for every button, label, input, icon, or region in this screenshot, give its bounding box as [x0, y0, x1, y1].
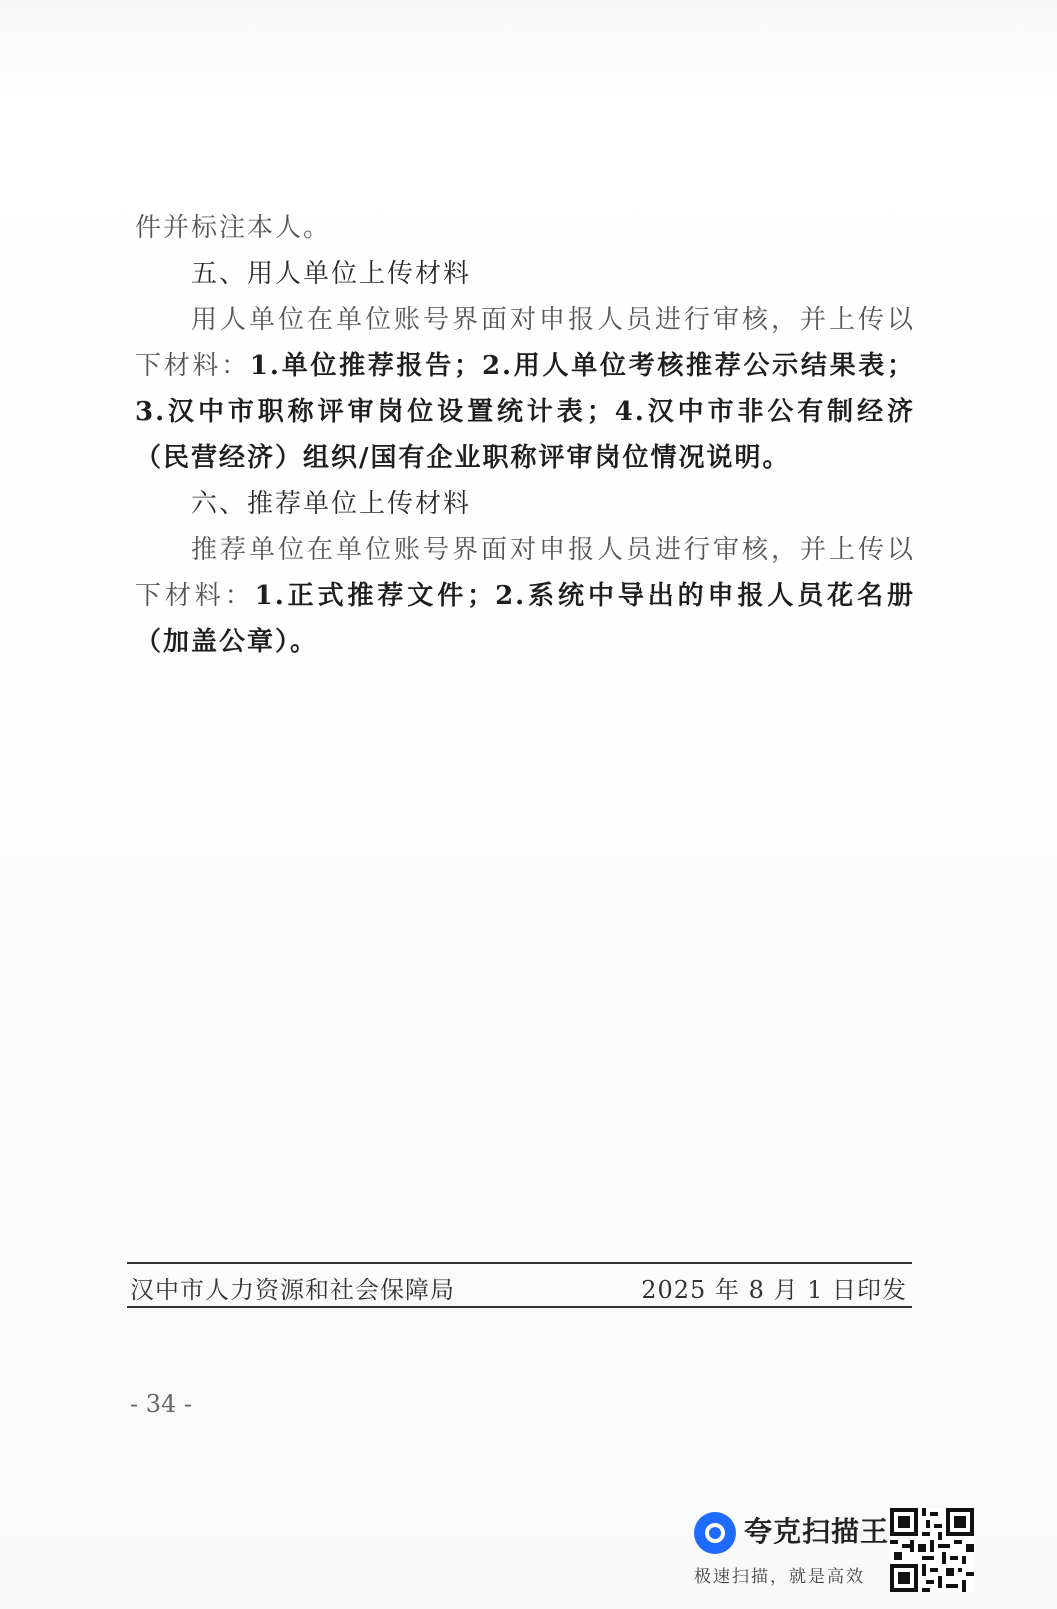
section-5-intro: 用人单位在单位账号界面对申报人员进行审核，并上传以下材料： [135, 305, 915, 381]
section-6-items: 1.正式推荐文件；2.系统中导出的申报人员花名册（加盖公章）。 [135, 581, 915, 657]
section-5-items: 1.单位推荐报告；2.用人单位考核推荐公示结果表；3.汉中市职称评审岗位设置统计表；4.汉中市非公有制经济（民营经济）组织/国有企业职称评审岗位情况说明。 [135, 351, 915, 473]
footer-rule-top [127, 1262, 912, 1264]
page-number: - 34 - [130, 1390, 193, 1418]
footer-rule-bottom [127, 1306, 912, 1308]
document-body [135, 205, 915, 665]
section-6-paragraph [135, 527, 915, 665]
scanner-watermark [690, 1508, 980, 1596]
watermark-slogan: 极速扫描，就是高效 [694, 1567, 865, 1587]
section-6-intro: 推荐单位在单位账号界面对申报人员进行审核，并上传以下材料： [135, 535, 915, 611]
continuation-line: 件并标注本人。 [135, 213, 332, 243]
qr-code-icon [890, 1508, 974, 1592]
watermark-brand: 夸克扫描王 [744, 1515, 890, 1548]
quark-logo-icon [694, 1512, 736, 1554]
section-6-heading: 六、推荐单位上传材料 [191, 489, 472, 519]
section-5-paragraph [135, 297, 915, 481]
footer-date: 2025 年 8 月 1 日印发 [641, 1276, 907, 1304]
section-5-heading: 五、用人单位上传材料 [191, 259, 472, 289]
footer-issuer: 汉中市人力资源和社会保障局 [130, 1276, 455, 1304]
